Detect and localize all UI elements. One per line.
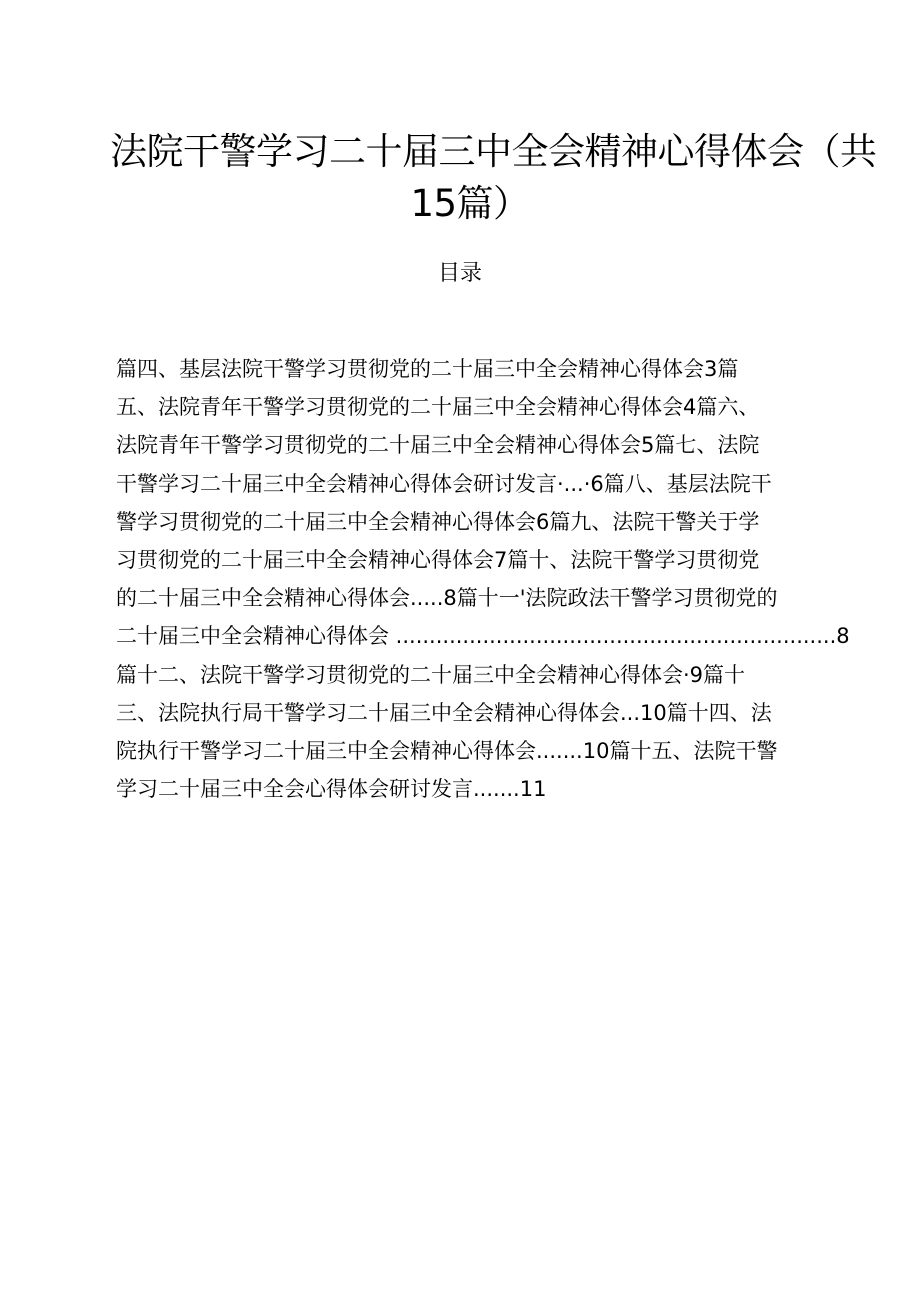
toc-heading: 目录 — [437, 261, 482, 286]
toc-line: 篇四、基层法院干警学习贯彻党的二十届三中全会精神心得体会3篇 — [116, 357, 739, 381]
toc-line: 的二十届三中全会精神心得体会.....8篇十一'法院政法干警学习贯彻党的 — [116, 586, 778, 611]
toc-line: 二十届三中全会精神心得体会 ..................................................................8 — [116, 624, 850, 649]
toc-line: 警学习贯彻党的二十届三中全会精神心得体会6篇九、法院干警关于学 — [116, 509, 760, 534]
document-title — [110, 126, 877, 230]
toc-line: 五、法院青年干警学习贯彻党的二十届三中全会精神心得体会4篇六、 — [116, 395, 760, 420]
toc-line: 院执行干警学习二十届三中全会精神心得体会.......10篇十五、法院干警 — [116, 738, 778, 763]
toc-line: 习贯彻党的二十届三中全会精神心得体会7篇十、法院干警学习贯彻党 — [116, 547, 760, 572]
document-title-line-2: 15篇） — [410, 182, 530, 225]
toc-line: 三、法院执行局干警学习二十届三中全会精神心得体会...10篇十四、法 — [116, 700, 772, 725]
toc-line: 学习二十届三中全会心得体会研讨发言.......11 — [116, 777, 547, 802]
toc-line: 法院青年干警学习贯彻党的二十届三中全会精神心得体会5篇七、法院 — [116, 433, 760, 458]
toc-line: 篇十二、法院干警学习贯彻党的二十届三中全会精神心得体会·9篇十 — [116, 662, 746, 687]
toc-line: 干警学习二十届三中全会精神心得体会研讨发言·...·6篇八、基层法院干 — [116, 471, 772, 496]
document-title-line-1: 法院干警学习二十届三中全会精神心得体会（共 — [110, 130, 877, 173]
table-of-contents — [116, 350, 850, 808]
